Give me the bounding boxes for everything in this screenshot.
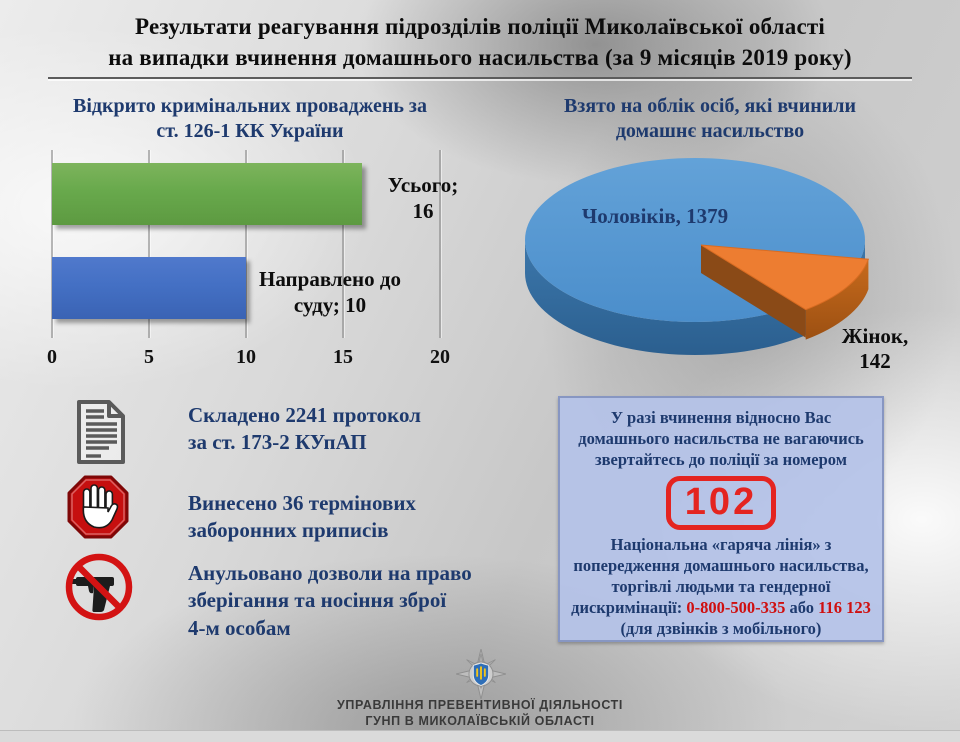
pie-label-women (810, 324, 940, 374)
pie-chart (480, 94, 940, 384)
page-title-line1: Результати реагування підрозділів поліції Миколаївської області (135, 14, 825, 39)
title-divider (48, 77, 912, 79)
pie-label-men: Чоловіків, 1379 (581, 204, 729, 228)
tick-0: 0 (47, 346, 57, 368)
tick-15: 15 (333, 346, 353, 368)
bar-court-label-line1: Направлено до (259, 267, 401, 291)
infobox-intro-line1: У разі вчинення відносно Вас (610, 408, 832, 427)
tick-20: 20 (430, 346, 450, 368)
hotline-prefix: Національна «гаряча лінія» з попередження домашнього насильства, торгівлі людьми та гендерної дискримінації: (571, 535, 869, 618)
hotline-number-2: 116 123 (818, 598, 871, 618)
pie-label-women-line2: 142 (859, 349, 891, 374)
bar-total-label-line1: Усього; (387, 173, 459, 197)
bar-court-label (250, 266, 410, 319)
hotline-text (570, 534, 872, 640)
tick-5: 5 (144, 346, 154, 368)
hotline-info-box (558, 396, 884, 642)
pie-chart-title-line1: Взято на облік осіб, які вчинили (563, 95, 857, 117)
pie-chart-title-line2: домашнє насильство (615, 120, 805, 142)
infobox-intro-line3: звертайтесь до поліції за номером (595, 450, 847, 470)
bar-chart-title-line2: ст. 126-1 КК України (156, 120, 344, 142)
stat-orders-line2: заборонних приписів (188, 518, 389, 543)
stop-hand-icon (66, 474, 130, 540)
bar-chart (40, 94, 460, 368)
stat-gun-permits (188, 560, 472, 642)
document-icon (75, 398, 127, 466)
page-title-line2: на випадки вчинення домашнього насильства (за 9 місяців 2019 року) (108, 44, 852, 70)
stat-protocols-line1: Складено 2241 протокол (188, 403, 421, 427)
stat-gun-permits-line2: зберігання та носіння зброї (188, 588, 447, 613)
bottom-strip (0, 730, 960, 742)
hotline-suffix: (для дзвінків з мобільного) (620, 619, 822, 639)
hotline-number-1: 0-800-500-335 (686, 598, 786, 618)
tick-10: 10 (236, 346, 256, 368)
pie-label-women-line1: Жінок, (841, 324, 909, 348)
bar-total-label (368, 172, 478, 225)
no-gun-icon (64, 550, 134, 624)
infobox-intro (570, 407, 872, 470)
stat-protocols (188, 402, 421, 457)
emergency-number-badge: 102 (666, 476, 776, 530)
footer-org-line2: ГУНП В МИКОЛАЇВСЬКІЙ ОБЛАСТІ (365, 714, 595, 728)
footer-org-line1: УПРАВЛІННЯ ПРЕВЕНТИВНОЇ ДІЯЛЬНОСТІ (337, 698, 623, 712)
pie-chart-title (510, 94, 910, 144)
infobox-intro-line2: домашнього насильства не вагаючись (578, 429, 864, 449)
stat-protocols-line2: за ст. 173-2 КУпАП (188, 430, 367, 455)
police-badge-icon (456, 649, 506, 699)
bar-total-label-line2: 16 (412, 199, 434, 224)
page-title (30, 12, 930, 73)
bar-total (52, 163, 362, 225)
bar-chart-title (40, 94, 460, 144)
stat-gun-permits-line1: Анульовано дозволи на право (188, 561, 472, 585)
hotline-middle: або (785, 598, 819, 618)
stat-orders-line1: Винесено 36 термінових (188, 491, 416, 515)
bar-court (52, 257, 246, 319)
stat-orders (188, 490, 416, 545)
bar-court-label-line2: суду; 10 (293, 293, 367, 318)
bar-chart-title-line1: Відкрито кримінальних проваджень за (73, 95, 427, 117)
stat-gun-permits-line3: 4-м особам (188, 615, 291, 640)
bar-chart-plot-area (47, 150, 459, 368)
